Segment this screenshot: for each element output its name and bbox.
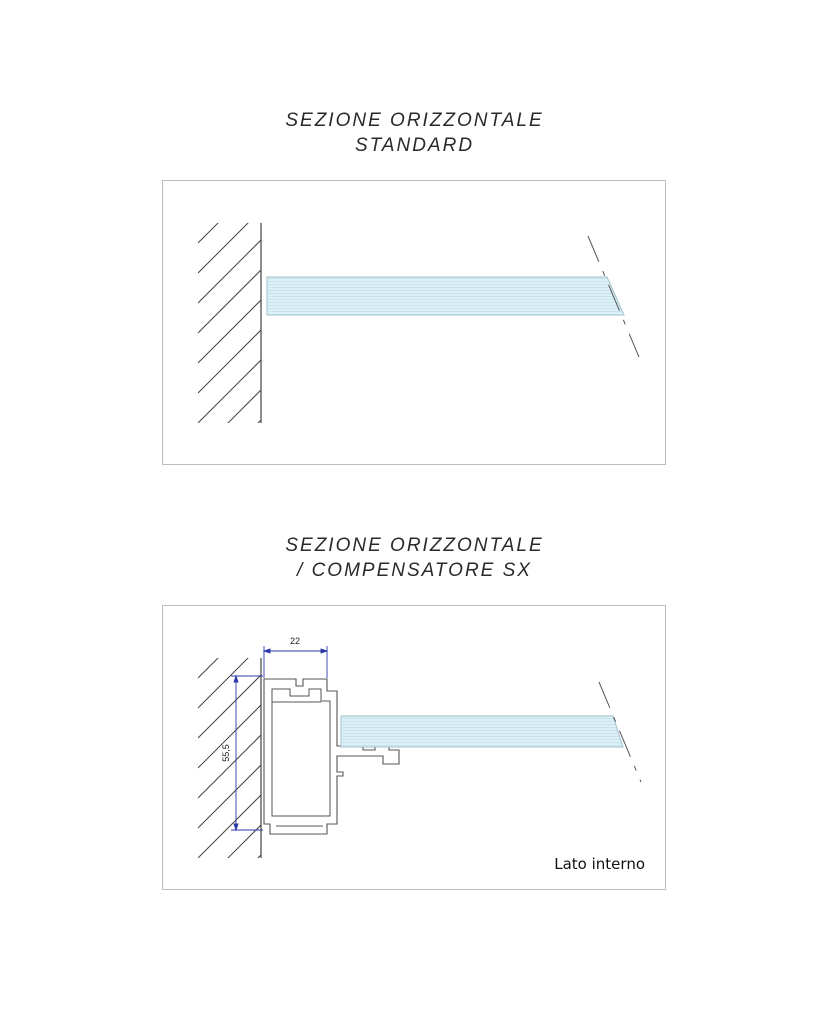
standard-section-drawing (163, 181, 667, 466)
section-1-title-line1: SEZIONE ORIZZONTALE (285, 110, 544, 131)
standard-section-panel (162, 180, 666, 465)
section-1-title-line2: STANDARD (354, 135, 475, 156)
section-2-title-line2: / COMPENSATORE SX (297, 560, 532, 581)
width-dimension (264, 646, 327, 678)
height-dimension (231, 676, 263, 830)
section-2-title (0, 533, 829, 583)
compensator-section-panel (162, 605, 666, 890)
wall-hatch (198, 218, 463, 466)
section-2-title-line1: SEZIONE ORIZZONTALE (285, 535, 544, 556)
height-dimension-label: 55,5 (221, 744, 231, 762)
compensator-section-drawing (163, 606, 667, 891)
width-dimension-label: 22 (289, 636, 301, 646)
section-1-title (0, 108, 829, 158)
inner-side-caption: Lato interno (554, 855, 645, 873)
